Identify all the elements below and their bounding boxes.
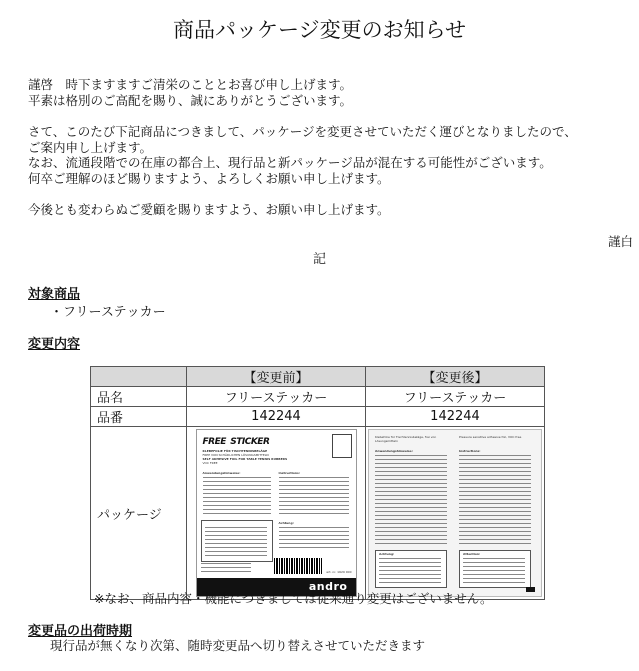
body-line-1: さて、このたび下記商品につきまして、パッケージを変更させていただく運びとなりましたので、	[28, 124, 577, 139]
package-before-cell	[187, 427, 366, 600]
package-before-brand: FREE STICKER	[202, 437, 270, 447]
before-name: フリーステッカー	[187, 387, 366, 407]
body-line-2: ご案内申し上げます。	[28, 140, 153, 155]
intro-line-1: 謹啓 時下ますますご清栄のこととお喜び申し上げます。	[28, 77, 353, 92]
target-heading: 対象商品	[28, 287, 81, 302]
ki-marker: 記	[312, 252, 326, 267]
row-label-code: 品番	[91, 407, 187, 427]
andro-logo: andro	[308, 580, 348, 593]
comparison-table	[90, 366, 545, 600]
after-code: 142244	[366, 407, 545, 427]
intro-line-2: 平素は格別のご高配を賜り、誠にありがとうございます。	[28, 93, 353, 108]
page-title: 商品パッケージ変更のお知らせ	[173, 18, 466, 42]
before-code: 142244	[187, 407, 366, 427]
timing-heading: 変更品の出荷時期	[28, 624, 133, 639]
closing-word: 謹白	[607, 234, 633, 249]
body-line-3: なお、流通段階での在庫の都合上、現行品と新パッケージ品が混在する可能性がございます。	[28, 155, 552, 170]
after-name: フリーステッカー	[366, 387, 545, 407]
body-line-4: 何卒ご理解のほど賜りますよう、よろしくお願い申し上げます。	[28, 171, 390, 186]
table-row	[91, 407, 545, 427]
package-after-cell	[366, 427, 545, 600]
row-label-package: パッケージ	[91, 427, 187, 600]
table-header-blank	[91, 367, 187, 387]
closing-line: 今後とも変わらぬご愛顧を賜りますよう、お願い申し上げます。	[28, 202, 390, 217]
timing-text: 現行品が無くなり次第、随時変更品へ切り替えさせていただきます	[50, 638, 426, 653]
package-before-barcode	[274, 558, 322, 574]
package-after-mark	[526, 587, 535, 592]
table-row-package	[91, 427, 545, 600]
target-item: ・フリーステッカー	[50, 305, 166, 320]
package-before-image: FREE STICKER KLEBEFOLIE FÜR TISCHTENNISBELÄGE FREE VON SCHÄDLICHEN LÖSUNGSMITTELN SELF ADHESIVE FOIL FOR TABLE TENNIS RUBBERS VOC FREE Anwendungshinweise: Instructions: Achtung: art. nr. 1629 000 andro	[196, 429, 357, 597]
table-header-row	[91, 367, 545, 387]
row-label-name: 品名	[91, 387, 187, 407]
change-heading: 変更内容	[28, 337, 81, 352]
package-after-image: Klebefolie für Tischtennisbeläge, frei von Lösungsmitteln Pressure sensitive adhesive foil, VOC free Anwendungshinweise: Instructions: Achtung: Attention:	[368, 429, 542, 597]
note-text: ※なお、商品内容・機能につきましては従来通り変更はございません。	[94, 591, 493, 606]
table-header-before: 【変更前】	[187, 367, 366, 387]
table-header-after: 【変更後】	[366, 367, 545, 387]
table-row	[91, 387, 545, 407]
package-before-box-icon	[332, 434, 352, 458]
